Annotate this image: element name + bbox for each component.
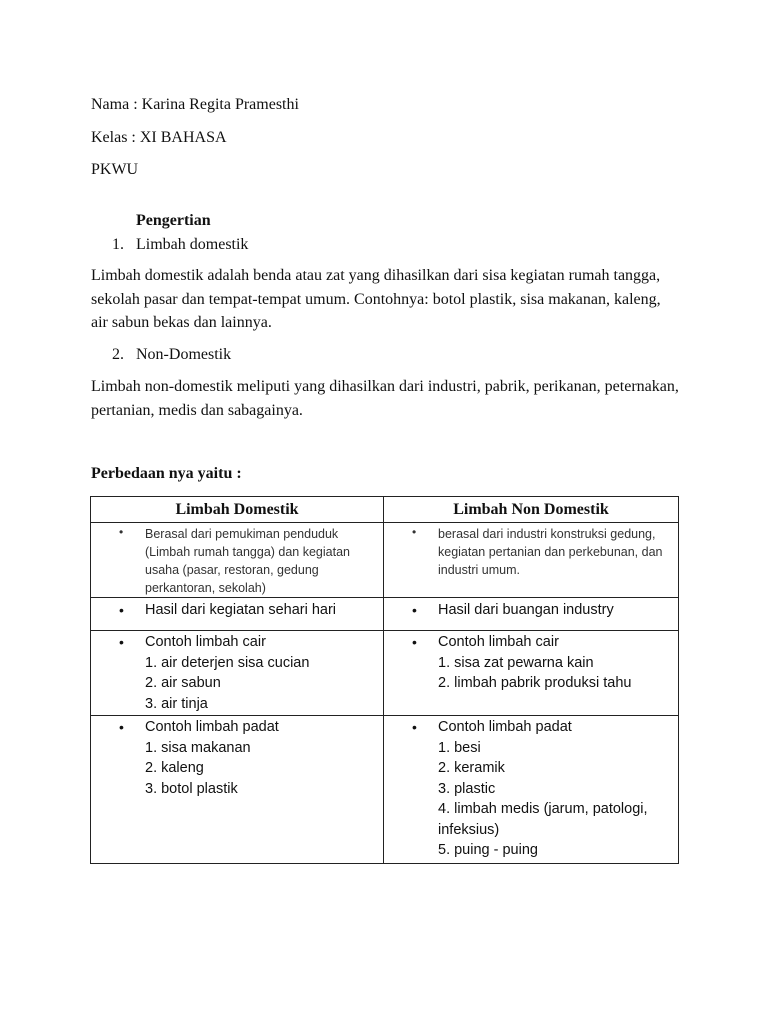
- pengertian-heading: Pengertian: [136, 212, 211, 229]
- table-cell: [384, 523, 679, 598]
- cell-title: Contoh limbah cair: [145, 634, 266, 650]
- cell-title: Contoh limbah padat: [145, 719, 279, 735]
- table-header-row: [91, 497, 679, 523]
- list-number: 1.: [112, 236, 124, 253]
- student-name: Nama : Karina Regita Pramesthi: [91, 96, 299, 113]
- paragraph-domestik: Limbah domestik adalah benda atau zat yang dihasilkan dari sisa kegiatan rumah tangga, sekolah pasar dan tempat-tempat umum. Contohnya: botol plastik, sisa makanan, kaleng, air sabun bekas dan lainnya.: [91, 267, 661, 331]
- table-cell: [91, 523, 384, 598]
- list-item: 1. sisa zat pewarna kain: [438, 654, 594, 671]
- bullet-icon: •: [119, 525, 124, 539]
- table-cell: [384, 631, 679, 716]
- cell-text: Berasal dari pemukiman penduduk (Limbah rumah tangga) dan kegiatan usaha (pasar, restoran, gedung perkantoran, sekolah): [145, 527, 350, 595]
- table-row: [91, 523, 679, 598]
- table-cell: [384, 716, 679, 864]
- cell-text: Hasil dari kegiatan sehari hari: [145, 602, 337, 618]
- subject-label: PKWU: [91, 161, 139, 178]
- bullet-icon: •: [119, 634, 124, 650]
- list-item: 1. sisa makanan: [145, 739, 251, 756]
- table-cell: [91, 631, 384, 716]
- list-item: 4. limbah medis (jarum, patologi, infeksius): [438, 801, 648, 838]
- cell-title: Contoh limbah padat: [438, 719, 572, 735]
- bullet-icon: •: [412, 525, 417, 539]
- list-item: 2. limbah pabrik produksi tahu: [438, 675, 632, 691]
- table-header-domestik: Limbah Domestik: [91, 497, 384, 523]
- table-cell: [91, 598, 384, 631]
- list-item: 2. air sabun: [145, 675, 221, 691]
- list-item: 2. kaleng: [145, 760, 204, 776]
- table-row: [91, 631, 679, 716]
- table-cell: [91, 716, 384, 864]
- table-row: [91, 598, 679, 631]
- list-item-1: [112, 235, 249, 255]
- perbedaan-heading: Perbedaan nya yaitu :: [91, 465, 242, 482]
- bullet-icon: •: [119, 719, 124, 735]
- list-item: 3. plastic: [438, 780, 496, 797]
- list-item: 5. puing - puing: [438, 842, 538, 858]
- list-number: 2.: [112, 346, 124, 363]
- list-item-2: [112, 345, 232, 365]
- bullet-icon: •: [412, 719, 417, 735]
- table-row: [91, 716, 679, 864]
- cell-text: Hasil dari buangan industry: [438, 602, 614, 618]
- table-header-non-domestik: Limbah Non Domestik: [384, 497, 679, 523]
- comparison-table: [90, 496, 679, 864]
- list-item-label: Non-Domestik: [136, 346, 232, 363]
- list-item: 3. botol plastik: [145, 780, 238, 797]
- cell-title: Contoh limbah cair: [438, 634, 559, 650]
- bullet-icon: •: [412, 634, 417, 650]
- paragraph-non-domestik: Limbah non-domestik meliputi yang dihasilkan dari industri, pabrik, perikanan, peternakan, pertanian, medis dan sabagainya.: [91, 378, 679, 419]
- bullet-icon: •: [412, 602, 417, 618]
- bullet-icon: •: [119, 602, 124, 618]
- cell-text: berasal dari industri konstruksi gedung, kegiatan pertanian dan perkebunan, dan industri umum.: [438, 527, 663, 577]
- list-item: 1. besi: [438, 739, 481, 756]
- list-item: 2. keramik: [438, 760, 505, 776]
- list-item: 1. air deterjen sisa cucian: [145, 654, 310, 671]
- list-item-label: Limbah domestik: [136, 236, 249, 253]
- list-item: 3. air tinja: [145, 695, 208, 712]
- table-cell: [384, 598, 679, 631]
- student-class: Kelas : XI BAHASA: [91, 129, 227, 146]
